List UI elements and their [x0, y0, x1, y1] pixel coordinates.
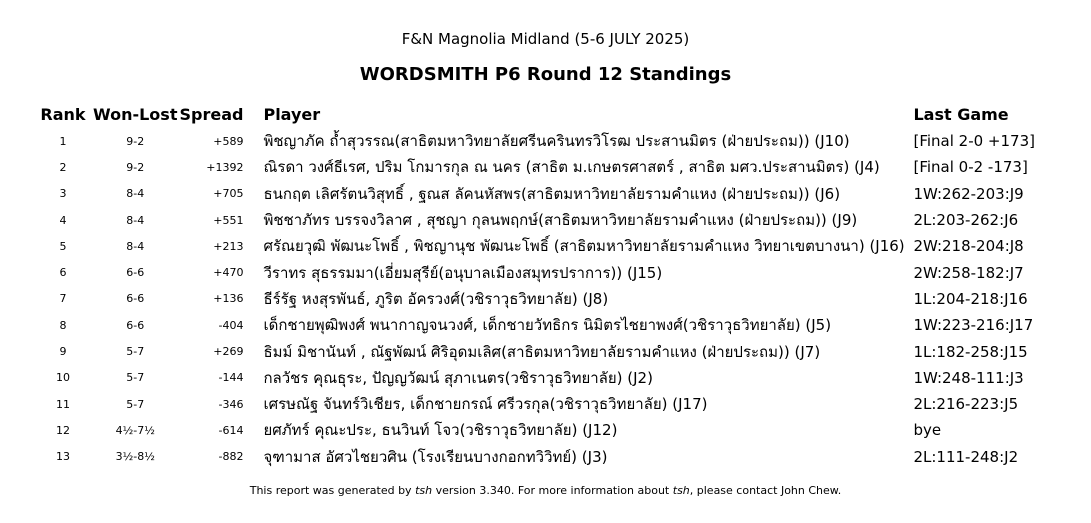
rank-cell: 7: [59, 292, 67, 306]
won-lost-cell: 5-7: [126, 345, 145, 359]
won-lost-cell: 6-6: [126, 266, 145, 280]
player-cell: ณิรดา วงศ์ธีเรศ, ปริม โกมารกุล ณ นคร (สาธิต ม.เกษตรศาสตร์ , สาธิต มศว.ประสานมิตร) (J4): [263, 158, 880, 177]
last-game-cell: [Final 2-0 +173]: [913, 132, 1035, 151]
player-cell: พิชญาภัค ถ้ำสุวรรณ(สาธิตมหาวิทยาลัยศรีนครินทรวิโรฒ ประสานมิตร (ฝ่ายประถม)) (J10): [263, 132, 850, 151]
spread-cell: -346: [218, 397, 244, 411]
last-game-cell: bye: [913, 421, 942, 440]
spread-cell: -144: [218, 371, 244, 385]
rank-cell: 11: [56, 397, 70, 411]
player-cell: ธิมม์ มิชานันท์ , ณัฐพัฒน์ ศิริอุดมเลิศ(สาธิตมหาวิทยาลัยรามคำแหง (ฝ่ายประถม)) (J7): [263, 342, 821, 361]
last-game-cell: 2L:216-223:J5: [913, 395, 1019, 414]
table-row: [33, 207, 1043, 233]
last-game-cell: 2L:111-248:J2: [913, 447, 1019, 466]
won-lost-cell: 9-2: [126, 134, 145, 148]
spread-cell: -614: [218, 423, 244, 437]
player-cell: ธนกฤต เลิศรัตนวิสุทธิ์ , ฐณส ลัคนหัสพร(สาธิตมหาวิทยาลัยรามคำแหง (ฝ่ายประถม)) (J6): [263, 184, 841, 203]
last-game-cell: 2W:258-182:J7: [913, 263, 1024, 282]
rank-cell: 3: [59, 187, 67, 201]
last-game-cell: 1W:248-111:J3: [913, 368, 1024, 387]
last-game-cell: 1W:262-203:J9: [913, 184, 1024, 203]
rank-cell: 4: [59, 213, 67, 227]
last-game-header: Last Game: [913, 104, 1009, 124]
won-lost-cell: 6-6: [126, 318, 145, 332]
last-game-cell: 1L:182-258:J15: [913, 342, 1028, 361]
spread-header: Spread: [179, 104, 244, 124]
player-cell: พิชชาภัทร บรรจงวิลาศ , สุชญา กุลนพฤกษ์(สาธิตมหาวิทยาลัยรามคำแหง (ฝ่ายประถม)) (J9): [263, 211, 858, 230]
rank-cell: 9: [59, 345, 67, 359]
table-row: [33, 391, 1043, 417]
spread-cell: -404: [218, 318, 244, 332]
header-row: [33, 100, 1043, 128]
table-row: [33, 259, 1043, 285]
table-row: [33, 233, 1043, 259]
table-row: [33, 312, 1043, 338]
rank-cell: 1: [59, 134, 67, 148]
won-lost-cell: 6-6: [126, 292, 145, 306]
footer-text-2: version 3.340. For more information about: [432, 484, 673, 497]
footer-text-3: , please contact John Chew.: [689, 484, 842, 497]
standings-table: [33, 100, 1043, 470]
spread-cell: +1392: [206, 160, 244, 174]
player-header: Player: [263, 104, 321, 124]
spread-cell: -882: [218, 450, 244, 464]
footer-tsh-1: tsh: [415, 484, 433, 497]
report-title: WORDSMITH P6 Round 12 Standings: [359, 64, 732, 85]
table-row: [33, 181, 1043, 207]
table-row: [33, 338, 1043, 364]
won-lost-cell: 8-4: [126, 239, 145, 253]
won-lost-cell: 8-4: [126, 213, 145, 227]
footer-text-1: This report was generated by: [249, 484, 416, 497]
last-game-cell: 2W:218-204:J8: [913, 237, 1024, 256]
spread-cell: +213: [213, 239, 244, 253]
table-row: [33, 154, 1043, 180]
player-cell: กลวัชร คุณธุระ, ปัญญวัฒน์ สุภาเนตร(วชิราวุธวิทยาลัย) (J2): [263, 368, 653, 387]
won-lost-cell: 5-7: [126, 397, 145, 411]
rank-cell: 12: [56, 423, 70, 437]
rank-cell: 5: [59, 239, 67, 253]
report-footer: [0, 484, 1091, 497]
player-cell: ธีร์รัฐ หงสุรพันธ์, ภูริต อัครวงศ์(วชิราวุธวิทยาลัย) (J8): [263, 289, 609, 308]
table-row: [33, 365, 1043, 391]
last-game-cell: 1W:223-216:J17: [913, 316, 1034, 335]
last-game-cell: [Final 0-2 -173]: [913, 158, 1028, 177]
player-cell: วีราทร สุธรรมมา(เอี่ยมสุรีย์(อนุบาลเมืองสมุทรปราการ)) (J15): [263, 263, 663, 282]
spread-cell: +269: [213, 345, 244, 359]
won-lost-header: Won-Lost: [93, 104, 178, 124]
last-game-cell: 2L:203-262:J6: [913, 211, 1019, 230]
player-cell: ยศภัทร์ คุณะประ, ธนวินท์ โจว(วชิราวุธวิทยาลัย) (J12): [263, 421, 618, 440]
player-cell: เด็กชายพุฒิพงศ์ พนากาญจนวงศ์, เด็กชายวัทธิกร นิมิตรไชยาพงศ์(วชิราวุธวิทยาลัย) (J5): [263, 316, 832, 335]
last-game-cell: 1L:204-218:J16: [913, 289, 1028, 308]
table-row: [33, 128, 1043, 154]
won-lost-cell: 5-7: [126, 371, 145, 385]
player-cell: ศรัณยวุฒิ พัฒนะโพธิ์ , พิชญานุช พัฒนะโพธิ์ (สาธิตมหาวิทยาลัยรามคำแหง วิทยาเขตบางนา) (J16): [263, 237, 905, 256]
spread-cell: +705: [213, 187, 244, 201]
player-cell: เศรษณัฐ จันทร์วิเชียร, เด็กชายกรณ์ ศรีวรกุล(วชิราวุธวิทยาลัย) (J17): [263, 395, 708, 414]
table-row: [33, 286, 1043, 312]
rank-cell: 13: [56, 450, 70, 464]
spread-cell: +551: [213, 213, 244, 227]
spread-cell: +589: [213, 134, 244, 148]
won-lost-cell: 4½-7½: [115, 423, 155, 437]
rank-cell: 8: [59, 318, 67, 332]
event-title: F&N Magnolia Midland (5-6 JULY 2025): [401, 30, 690, 48]
rank-header: Rank: [40, 104, 86, 124]
table-row: [33, 444, 1043, 470]
spread-cell: +470: [213, 266, 244, 280]
won-lost-cell: 3½-8½: [115, 450, 155, 464]
won-lost-cell: 8-4: [126, 187, 145, 201]
rank-cell: 2: [59, 160, 67, 174]
rank-cell: 6: [59, 266, 67, 280]
table-row: [33, 417, 1043, 443]
spread-cell: +136: [213, 292, 244, 306]
won-lost-cell: 9-2: [126, 160, 145, 174]
rank-cell: 10: [56, 371, 70, 385]
player-cell: จุฑามาส อัศวไชยวศิน (โรงเรียนบางกอกทวิวิทย์) (J3): [263, 447, 608, 466]
footer-tsh-2: tsh: [672, 484, 690, 497]
